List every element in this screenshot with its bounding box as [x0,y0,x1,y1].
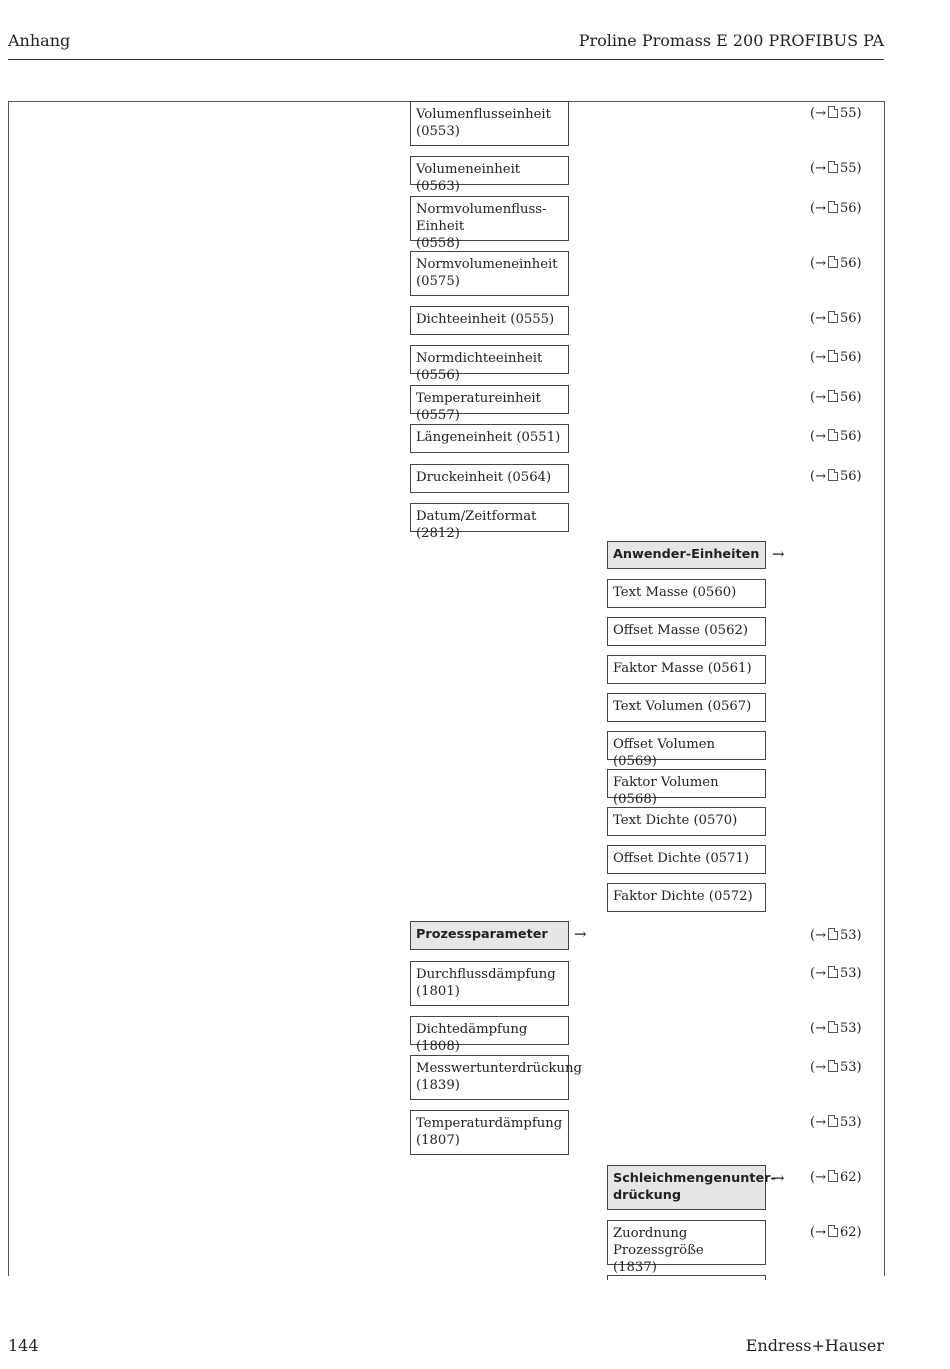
menu-item-box [410,464,569,493]
arrow-icon: → [772,1169,785,1187]
submenu-header-schleichmengenunterdrueckung [607,1165,776,1210]
page-reference-icon [828,1021,838,1033]
menu-item-box [410,251,569,296]
page-reference-icon [828,1225,838,1237]
menu-item-box [607,655,766,684]
menu-item-box-label: Volumeneinheit (0563) [416,162,521,194]
page-reference-icon [828,390,838,402]
menu-item-box [607,1220,766,1275]
page-reference: (→ 56) [810,256,862,271]
menu-item-box-label: Temperaturdämpfung (1807) [416,1116,563,1148]
submenu-header-schleichmengenunterdrueckung-label: Schleichmengenunter- drückung [613,1171,776,1203]
menu-item-box-label: Text Masse (0560) [613,585,737,600]
submenu-header-anwender-einheiten-label: Anwender-Einheiten [613,547,760,562]
menu-item-box-label: Offset Masse (0562) [613,623,748,638]
page-reference-icon [828,161,838,173]
menu-item-box-label: Text Volumen (0567) [613,699,752,714]
menu-item-box [410,345,569,383]
menu-item-box-label: Volumenflusseinheit (0553) [416,107,551,139]
page-reference: (→ 53) [810,966,862,981]
page-reference: (→ 53) [810,928,862,943]
page-reference-icon [828,311,838,323]
page-reference: (→ 56) [810,469,862,484]
menu-item-box [410,156,569,194]
header-product-title: Proline Promass E 200 PROFIBUS PA [578,31,884,50]
page-reference: (→ 53) [810,1021,862,1036]
submenu-header-prozessparameter-label: Prozessparameter [416,927,548,942]
page-reference-icon [828,429,838,441]
menu-item-box [410,306,569,335]
page-reference: (→ 56) [810,311,862,326]
menu-item-box-label: Dichteeinheit (0555) [416,312,555,327]
page-reference-icon [828,928,838,940]
page-reference-icon [828,350,838,362]
submenu-header-prozessparameter [410,921,569,950]
menu-item-box [607,617,766,646]
page-reference: (→ 62) [810,1170,862,1185]
menu-item-box [410,196,569,251]
arrow-icon: → [574,925,587,943]
menu-item-box [607,731,766,769]
page-reference-icon [828,966,838,978]
page-reference-icon [828,1115,838,1127]
menu-item-box [607,883,766,912]
page-reference: (→ 56) [810,350,862,365]
menu-item-box-label: Druckeinheit (0564) [416,470,552,485]
menu-item-box [410,101,569,146]
menu-item-box [410,1016,569,1054]
menu-item-box-label: Faktor Volumen (0568) [613,775,719,807]
menu-item-box-label: Normdichteeinheit (0556) [416,351,543,383]
menu-item-box-label: Messwertunterdrückung (1839) [416,1061,582,1093]
page-reference-icon [828,256,838,268]
menu-item-box [607,845,766,874]
menu-item-box [410,385,569,423]
header-section-title: Anhang [8,31,71,50]
menu-item-box-continued [607,1275,766,1280]
menu-item-box [607,769,766,807]
page-reference: (→ 55) [810,106,862,121]
menu-item-box [410,961,569,1006]
footer-company: Endress+Hauser [745,1336,884,1355]
menu-item-box [410,503,569,541]
menu-item-box [607,807,766,836]
menu-item-box [410,1055,582,1100]
page-reference: (→ 53) [810,1060,862,1075]
page-reference-icon [828,1060,838,1072]
page-reference-icon [828,106,838,118]
menu-item-box-label: Längeneinheit (0551) [416,430,561,445]
menu-item-box-label: Normvolumeneinheit (0575) [416,257,558,289]
header-divider [8,59,884,60]
menu-item-box-label: Dichtedämpfung (1808) [416,1022,528,1054]
menu-item-box-label: Normvolumenfluss-Einheit (0558) [416,202,547,251]
menu-item-box-label: Zuordnung Prozessgröße (1837) [613,1226,704,1275]
menu-item-box [410,424,569,453]
page-number: 144 [8,1336,39,1355]
page-reference-icon [828,201,838,213]
menu-item-box-label: Durchflussdämpfung (1801) [416,967,556,999]
menu-item-box-label: Text Dichte (0570) [613,813,738,828]
page-reference: (→ 53) [810,1115,862,1130]
arrow-icon: → [772,545,785,563]
menu-item-box [607,693,766,722]
menu-item-box-label: Offset Volumen (0569) [613,737,716,769]
page-reference: (→ 62) [810,1225,862,1240]
page-reference: (→ 56) [810,429,862,444]
menu-item-box [607,579,766,608]
menu-item-box-label: Faktor Dichte (0572) [613,889,753,904]
page-reference: (→ 56) [810,201,862,216]
menu-item-box [410,1110,569,1155]
page-reference-icon [828,1170,838,1182]
menu-item-box-label: Faktor Masse (0561) [613,661,752,676]
page-reference: (→ 55) [810,161,862,176]
submenu-header-anwender-einheiten [607,541,766,569]
menu-item-box-label: Offset Dichte (0571) [613,851,750,866]
menu-item-box-label: Temperatureinheit (0557) [416,391,541,423]
page-reference-icon [828,469,838,481]
page-reference: (→ 56) [810,390,862,405]
menu-item-box-label: Datum/Zeitformat (2812) [416,509,537,541]
